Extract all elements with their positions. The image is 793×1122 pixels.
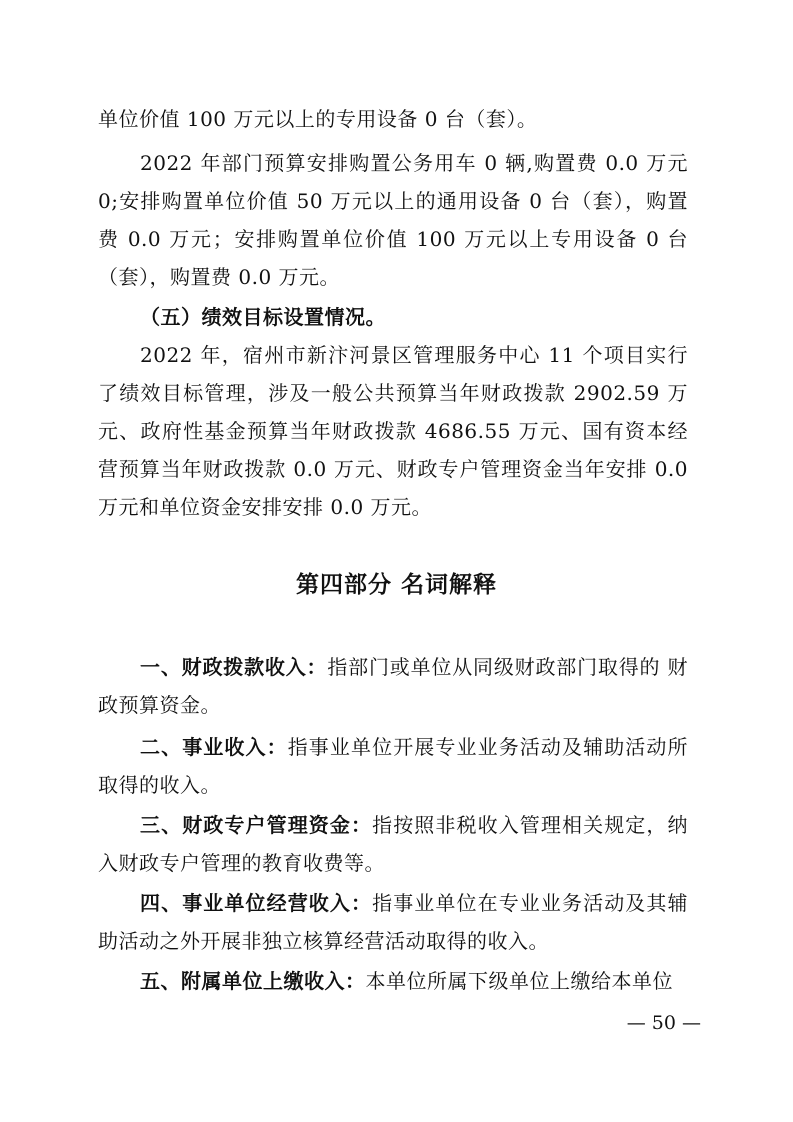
term-definition: 指按照非税收入管理相关规定，纳入财政专户管理的教育收费等。 — [98, 813, 689, 875]
car-purchase-text: 2022 年部门预算安排购置公务用车 0 辆,购置费 0.0 万元 0;安排购置单位价值 50 万元以上的通用设备 0 台（套），购置费 0.0 万元；安排购置单位价值 100 万元以上专用设备 0 台（套），购置费 0.0 万元。 — [98, 151, 688, 289]
term-definition: 指部门或单位从同级财政部门取得的 财政预算资金。 — [98, 655, 689, 717]
section-title: 第四部分 名词解释 — [295, 572, 497, 598]
term-label: 一、财政拨款收入： — [140, 655, 328, 679]
term-item — [98, 648, 688, 724]
performance-paragraph — [98, 336, 688, 526]
term-definition: 指事业单位在专业业务活动及其辅助活动之外开展非独立核算经营活动取得的收入。 — [98, 891, 689, 953]
performance-heading-paragraph — [98, 298, 688, 336]
car-purchase-paragraph — [98, 144, 688, 296]
term-label: 五、附属单位上缴收入： — [140, 969, 366, 993]
performance-text: 2022 年，宿州市新汴河景区管理服务中心 11 个项目实行了绩效目标管理，涉及一般公共预算当年财政拨款 2902.59 万元、政府性基金预算当年财政拨款 4686.55 万元、国有资本经营预算当年财政拨款 0.0 万元、财政专户管理资金当年安排 0.0 万元和单位资金安排安排 0.0 万元。 — [98, 343, 688, 519]
term-item — [98, 884, 688, 960]
term-item — [98, 806, 688, 882]
term-definition: 本单位所属下级单位上缴给本单位 — [365, 969, 673, 993]
term-label: 三、财政专户管理资金： — [140, 813, 373, 837]
term-definition: 指事业单位开展专业业务活动及辅助活动所取得的收入。 — [98, 735, 689, 797]
continuation-paragraph — [98, 100, 688, 138]
term-item — [98, 728, 688, 804]
term-label: 四、事业单位经营收入： — [140, 891, 373, 915]
continuation-text: 单位价值 100 万元以上的专用设备 0 台（套）。 — [98, 107, 538, 131]
term-item — [98, 962, 688, 1000]
term-label: 二、事业收入： — [140, 735, 288, 759]
page-number: — 50 — — [626, 1012, 701, 1034]
performance-heading: （五）绩效目标设置情况。 — [140, 305, 386, 329]
